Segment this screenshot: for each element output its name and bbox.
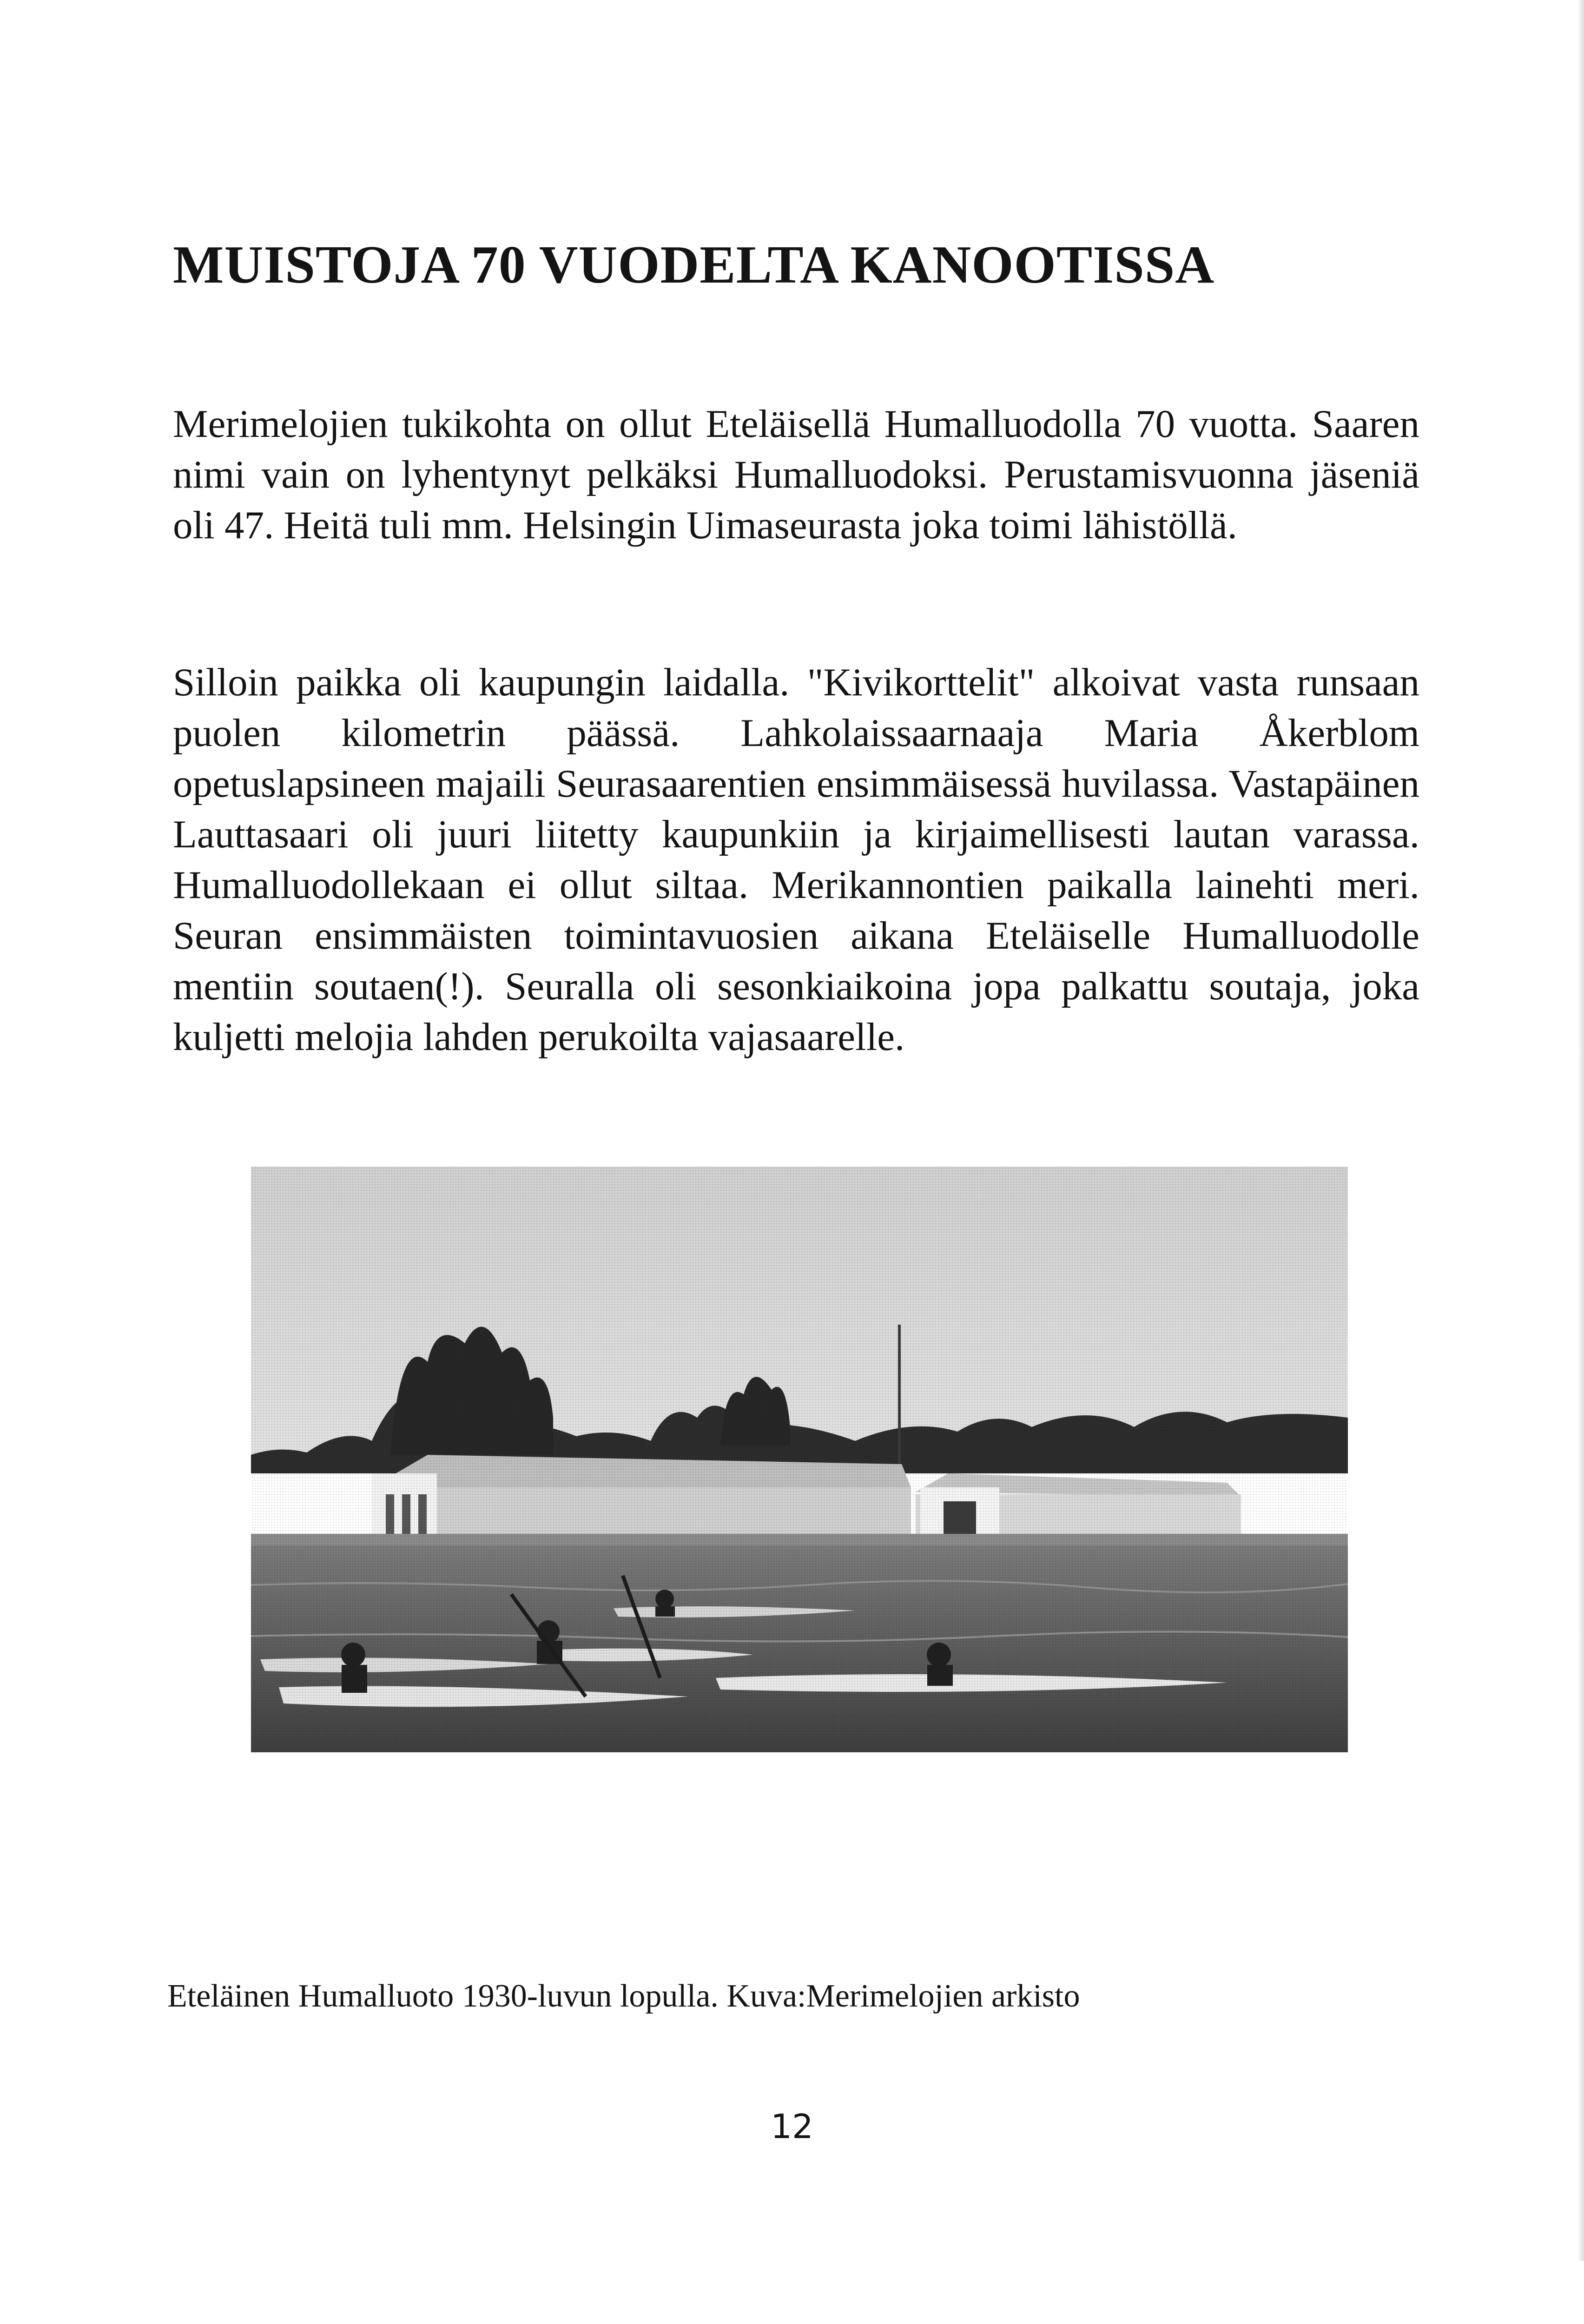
photo-caption: Eteläinen Humalluoto 1930-luvun lopulla. Kuva:Merimelojien arkisto: [167, 1978, 1080, 2014]
archive-photo: [232, 1148, 1366, 2324]
page-title: MUISTOJA 70 VUODELTA KANOOTISSA: [173, 235, 1215, 295]
paragraph-1: Merimelojien tukikohta on ollut Eteläisellä Humalluodolla 70 vuotta. Saaren nimi vain on lyhentynyt pelkäksi Humalluodoksi. Perustamisvuonna jäseniä oli 47. Heitä tuli mm. Helsingin Uimaseurasta joka toimi lähistöllä.: [173, 402, 1419, 547]
page-number: 12: [771, 2107, 813, 2146]
paragraph-2: Silloin paikka oli kaupungin laidalla. "Kivikorttelit" alkoivat vasta runsaan puolen kilometrin päässä. Lahkolaissaarnaaja Maria Åkerblom opetuslapsineen majaili Seurasaarentien ensimmäisessä huvilassa. Vastapäinen Lauttasaari oli juuri liitetty kaupunkiin ja kirjaimellisesti lautan varassa. Humalluodollekaan ei ollut siltaa. Merikannontien paikalla lainehti meri. Seuran ensimmäisten toimintavuosien aikana Eteläiselle Humalluodolle mentiin soutaen(!). Seuralla oli sesonkiaikoina jopa palkattu soutaja, joka kuljetti melojia lahden perukoilta vajasaarelle.: [173, 660, 1419, 1059]
page-edge-shadow: [1577, 0, 1584, 2261]
photo-canvas: [251, 1167, 1348, 1752]
